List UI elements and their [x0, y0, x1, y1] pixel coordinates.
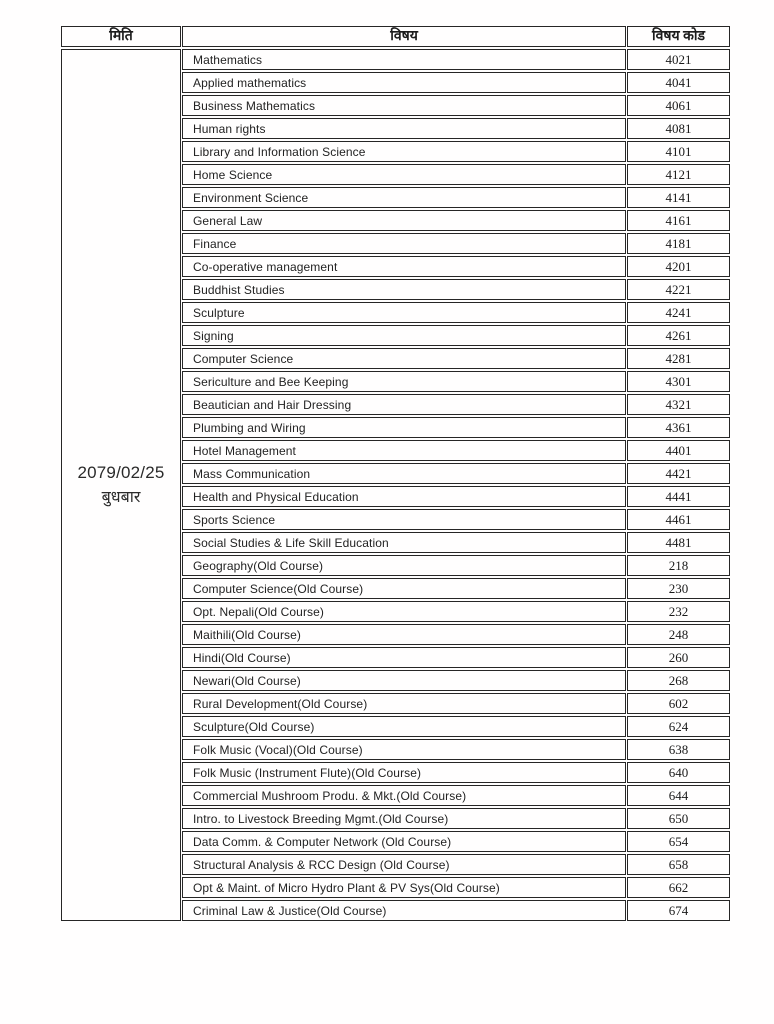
- code-cell: 248: [627, 624, 730, 645]
- table-header: [61, 26, 730, 47]
- col-header-code: विषय कोड: [627, 26, 730, 47]
- code-cell: 640: [627, 762, 730, 783]
- code-cell: 624: [627, 716, 730, 737]
- subject-cell: Social Studies & Life Skill Education: [182, 532, 626, 553]
- subject-cell: Beautician and Hair Dressing: [182, 394, 626, 415]
- subject-cell: Data Comm. & Computer Network (Old Course): [182, 831, 626, 852]
- subject-cell: Computer Science(Old Course): [182, 578, 626, 599]
- subject-cell: Intro. to Livestock Breeding Mgmt.(Old Course): [182, 808, 626, 829]
- subject-cell: Folk Music (Vocal)(Old Course): [182, 739, 626, 760]
- code-cell: 662: [627, 877, 730, 898]
- subject-cell: Mass Communication: [182, 463, 626, 484]
- code-cell: 4221: [627, 279, 730, 300]
- code-cell: 4121: [627, 164, 730, 185]
- code-cell: 4441: [627, 486, 730, 507]
- subject-cell: Signing: [182, 325, 626, 346]
- code-cell: 4061: [627, 95, 730, 116]
- subject-cell: Opt & Maint. of Micro Hydro Plant & PV Sys(Old Course): [182, 877, 626, 898]
- subject-cell: Plumbing and Wiring: [182, 417, 626, 438]
- date-cell: [61, 49, 181, 921]
- subject-cell: Structural Analysis & RCC Design (Old Course): [182, 854, 626, 875]
- code-cell: 658: [627, 854, 730, 875]
- subject-cell: Commercial Mushroom Produ. & Mkt.(Old Course): [182, 785, 626, 806]
- code-cell: 4021: [627, 49, 730, 70]
- col-header-subject: विषय: [182, 26, 626, 47]
- code-cell: 268: [627, 670, 730, 691]
- table-body: [61, 49, 730, 921]
- subject-cell: Opt. Nepali(Old Course): [182, 601, 626, 622]
- code-cell: 4321: [627, 394, 730, 415]
- code-cell: 638: [627, 739, 730, 760]
- code-cell: 4081: [627, 118, 730, 139]
- subject-cell: Mathematics: [182, 49, 626, 70]
- subject-cell: Human rights: [182, 118, 626, 139]
- code-cell: 4201: [627, 256, 730, 277]
- code-cell: 602: [627, 693, 730, 714]
- code-cell: 674: [627, 900, 730, 921]
- subject-cell: Sericulture and Bee Keeping: [182, 371, 626, 392]
- subject-cell: Computer Science: [182, 348, 626, 369]
- exam-weekday: बुधबार: [101, 489, 141, 506]
- code-cell: 644: [627, 785, 730, 806]
- subject-cell: Sports Science: [182, 509, 626, 530]
- code-cell: 4421: [627, 463, 730, 484]
- subject-cell: Co-operative management: [182, 256, 626, 277]
- code-cell: 232: [627, 601, 730, 622]
- table-row: [61, 49, 730, 70]
- code-cell: 650: [627, 808, 730, 829]
- exam-schedule-table: [60, 24, 731, 923]
- code-cell: 4101: [627, 141, 730, 162]
- code-cell: 218: [627, 555, 730, 576]
- code-cell: 4241: [627, 302, 730, 323]
- subject-cell: Buddhist Studies: [182, 279, 626, 300]
- code-cell: 4461: [627, 509, 730, 530]
- header-row: [61, 26, 730, 47]
- code-cell: 4041: [627, 72, 730, 93]
- subject-cell: Library and Information Science: [182, 141, 626, 162]
- code-cell: 4301: [627, 371, 730, 392]
- subject-cell: Sculpture(Old Course): [182, 716, 626, 737]
- subject-cell: General Law: [182, 210, 626, 231]
- subject-cell: Sculpture: [182, 302, 626, 323]
- subject-cell: Hindi(Old Course): [182, 647, 626, 668]
- code-cell: 4401: [627, 440, 730, 461]
- code-cell: 4261: [627, 325, 730, 346]
- subject-cell: Geography(Old Course): [182, 555, 626, 576]
- subject-cell: Rural Development(Old Course): [182, 693, 626, 714]
- subject-cell: Applied mathematics: [182, 72, 626, 93]
- subject-cell: Folk Music (Instrument Flute)(Old Course): [182, 762, 626, 783]
- subject-cell: Hotel Management: [182, 440, 626, 461]
- code-cell: 4181: [627, 233, 730, 254]
- col-header-date: मिति: [61, 26, 181, 47]
- subject-cell: Maithili(Old Course): [182, 624, 626, 645]
- subject-cell: Criminal Law & Justice(Old Course): [182, 900, 626, 921]
- code-cell: 654: [627, 831, 730, 852]
- code-cell: 4141: [627, 187, 730, 208]
- exam-date: 2079/02/25: [77, 463, 165, 482]
- subject-cell: Business Mathematics: [182, 95, 626, 116]
- subject-cell: Environment Science: [182, 187, 626, 208]
- code-cell: 260: [627, 647, 730, 668]
- code-cell: 4361: [627, 417, 730, 438]
- code-cell: 4481: [627, 532, 730, 553]
- code-cell: 4281: [627, 348, 730, 369]
- subject-cell: Finance: [182, 233, 626, 254]
- code-cell: 230: [627, 578, 730, 599]
- subject-cell: Home Science: [182, 164, 626, 185]
- code-cell: 4161: [627, 210, 730, 231]
- subject-cell: Health and Physical Education: [182, 486, 626, 507]
- subject-cell: Newari(Old Course): [182, 670, 626, 691]
